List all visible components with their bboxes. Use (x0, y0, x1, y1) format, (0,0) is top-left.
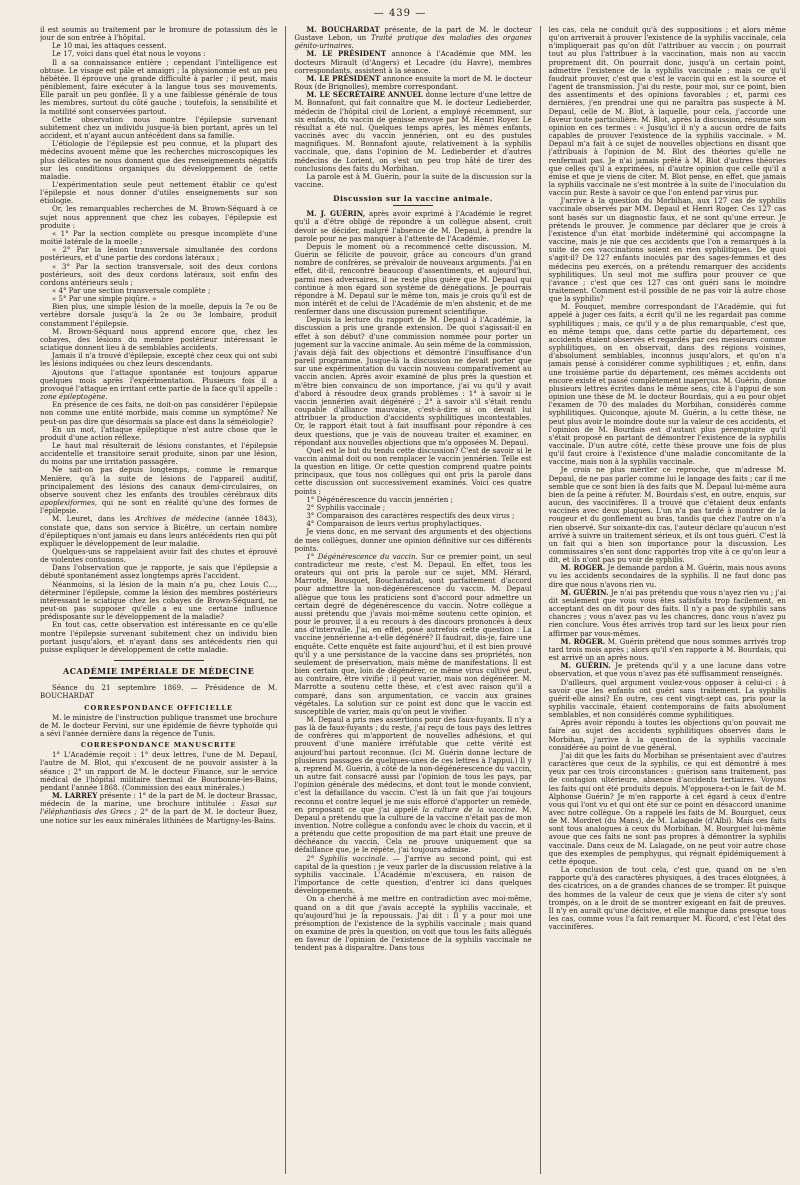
paragraph: Il a sa connaissance entière ; cependant l'intelligence est obtuse. Le visage est pâle et amaigri ; la physionomie est un peu hébétée. Il éprouve une grande difficulté à parler ; il peut, mais péniblement, faire exécuter à la langue tous ses mouvements. Elle paraît un peu gonflée. Il y a une faiblesse générale de tous les membres, surtout du côté gauche ; toutefois, la sensibilité et la motilité sont conservées partout. (40, 57, 278, 116)
paragraph: Le 17, voici dans quel état nous le voyons : (52, 49, 206, 59)
paragraph-text: après avoir exprimé à l'Académie le regret qu'il a d'être obligé de répondre à un collègue absent, croit devoir se décider, malgré l'absence de M. Depaul, à prendre la parole pour ne pas manquer à l'attente de l'Académie. (294, 209, 532, 243)
paragraph (294, 553, 531, 716)
paragraph: D'ailleurs, quel argument voulez-vous opposer à celui-ci : à savoir que les enfants ont guéri sans traitement. La syphilis guérit-elle ainsi? En outre, ces cent vingt-sept cas, pris pour la syphilis vaccinale, étaient contemporains de faits absolument semblables, et non considérés comme syphilitiques. (548, 677, 786, 720)
paragraph: il est soumis au traitement par le bromure de potassium dès le jour de son entrée à l'hôpital. (40, 26, 278, 43)
paragraph: M. Brown-Séquard nous apprend encore que, chez les cobayes, des lésions du membre postérieur intéressant le sciatique donnent lieu à de semblables accidents. (40, 326, 278, 353)
paragraph-text: — J'arrive au second point, qui est capital de la question ; je veux parler de la discussion relative à la syphilis vaccinale. L'Académie m'excusera, en raison de l'importance de cette question, d'entrer ici dans quelques développements. (294, 853, 532, 896)
column-3 (549, 26, 786, 1174)
paragraph-text: M. Leuret, dans les (52, 514, 130, 524)
speaker-name: M. GUÉRIN. (560, 661, 611, 671)
paragraph-text: Sur ce premier point, un seul contradicteur me reste, c'est M. Depaul. En effet, tous les orateurs qui ont pris la parole sur ce sujet, MM. Hérard, Marrotte, Bousquet, Boucharadat, sont parfaitement d'accord pour admettre la non-dégénérescence du vaccin. M. Depaul allègue que tous les praticiens sont d'accord pour admettre un certain degré de dégénérescence du vaccin. Notre collègue a aussi prétendu que j'avais moi-même soutenu cette opinion, et pour le prouver, il a eu recours à des discours prononcés à deux ans d'intervalle. J'ai, en effet, posé autrefois cette question : La vaccine jennérienne a-t-elle dégénéré? Il faudrait, dis-je, faire une enquête. Cette enquête est faite aujourd'hui, et il est bien prouvé qu'il y a une persistance de la vaccine dans ses propriétés, non seulement de préservation, mais même de manifestations. Il est bien certain que, loin de dégénérer, ce même virus cultivé peut, au contraire, être vivifié ; il peut varier, mais non dégénérer. M. Marrotte a soutenu cette thèse, et c'est avec raison qu'il a comparé, dans son argumentation, ce vaccin aux graines végétales. La solution sur ce point est donc que le vaccin est susceptible de varier, mais qu'on peut le vivifier. (294, 551, 532, 716)
divider (393, 205, 433, 206)
speaker-name: M. LE PRÉSIDENT (306, 73, 381, 83)
paragraph (549, 589, 786, 638)
list-item: 1° Dégénérescence du vaccin jennérien ; (306, 494, 453, 504)
paragraph: 1° L'Académie reçoit : 1° deux lettres, l'une de M. Depaul, l'autre de M. Blot, qui s'excusent de ne pouvoir assister à la séance ; 2° un rapport de M. le docteur Finance, sur le service médical de l'hôpital militaire thermal de Bourbonne-les-Bains, pendant l'année 1868. (Commission des eaux minérales.) (40, 750, 278, 792)
paragraph: les cas, cela ne conduit qu'à des suppositions ; et alors même qu'on arriverait à prouver l'existence de la syphilis vaccinale, cela n'impliquerait pas qu'on dût l'attribuer au vaccin ; on pourrait tout au plus l'attribuer à la vaccination, mais non au vaccin proprement dit. On pourrait donc, jusqu'à un certain point, admettre l'existence de la syphilis vaccinale ; mais ce qu'il faudrait prouver, c'est que c'est le vaccin qui en est la source et l'agent de transmission. J'ai du reste, pour moi, sur ce point, bien des assentiments et des opinions favorables ; et, parmi ces dernières, j'en prendrai une qui ne paraîtra pas suspecte à M. Depaul, celle de M. Blot, à laquelle, pour cela, j'accorde une faveur toute particulière. M. Blot, après la discussion, résume son opinion en ces termes : « Jusqu'ici il n'y a aucun ordre de faits capables de prouver l'existence de la syphilis vaccinale. » M. Depaul m'a fait à ce sujet de nouvelles objections en disant que j'attribuais à l'opinion de M. Blot des théories qu'elle ne renfermait pas. Je n'ai jamais prêté à M. Blot d'autres théories que celles qu'il a exprimées, ni d'autre opinion que celle qu'il a émise et que je viens de citer. M. Blot pense, en effet, que jamais la syphilis vaccinale ne s'est montrée à la suite de l'inoculation du vaccin pur. Reste à savoir ce que l'on entend par virus pur. (548, 26, 786, 198)
paragraph: J'arrive à la question du Morbihan, aux 127 cas de syphilis vaccinale observés par MM. Depaul et Henri Roger. Ces 127 cas sont basés sur un diagnostic faux, et ne sont qu'une erreur. Je prétends le prouver. Je commence par déclarer que je crois à l'existence d'un état morbide indéterminé qui accompagne la vaccine, mais je nie que ces accidents que l'on a remarqués à la suite de ces vaccinations soient en rien syphilitiques. De quoi s'agit-il? De 127 enfants inoculés par des sages-femmes et des médecins peu exercés, on a prétendu remarquer des accidents syphilitiques. Un seul mot me suffira pour prouver ce que j'avance ; c'est que ces 127 cas ont guéri sans le moindre traitement. Comment est-il possible de ne pas voir là autre chose que la syphilis? (548, 196, 786, 304)
paragraph (40, 515, 277, 548)
italic-term: la culture de la vaccine. (422, 804, 518, 814)
paragraph: Le 10 mai, les attaques cessent. (52, 41, 167, 51)
column-2 (294, 26, 531, 1174)
paragraph-text: 2° de la part de M. le docteur Buez, une notice sur les eaux minérales lithinées de Martigny-les-Bains. (40, 807, 278, 825)
paragraph-text: qui ne sont en réalité qu'une des formes de l'épilepsie. (40, 498, 278, 516)
paragraph: On a cherché à me mettre en contradiction avec moi-même, quand on a dit que j'avais accepté la syphilis vaccinale, et qu'aujourd'hui je la repoussais. J'ai dit : Il y a pour moi une présomption de l'existence de la syphilis vaccinale ; mais quand on examine de près la question, on voit que tous les faits allégués en faveur de l'opinion de l'existence de la syphilis vaccinale ne tendent pas à disparaître. Dans tous (294, 894, 532, 953)
paragraph (294, 75, 531, 91)
paragraph: En tout cas, cette observation est intéressante en ce qu'elle montre l'épilepsie survenant subitement chez un individu bien portant jusqu'alors, et n'ayant dans ses antécédents rien qui puisse expliquer le développement de cette maladie. (40, 620, 278, 654)
paragraph: L'étiologie de l'épilepsie est peu connue, et la plupart des médecins avouent même que les recherches microscopiques les plus délicates ne nous donnent que des renseignements négatifs sur les conditions organiques du développement de cette maladie. (40, 139, 278, 181)
text-columns (40, 26, 786, 1174)
paragraph: Après avoir répondu à toutes les objections qu'on pouvait me faire au sujet des accidents syphilitiques observés dans le Morbihan, j'arrive à la question de la syphilis vaccinale considérée au point de vue général. (548, 718, 786, 752)
italic-term: 1° Dégénérescence du vaccin. (306, 551, 418, 561)
paragraph-text: (année 1843), constate que, dans son service à Bicêtre, un certain nombre d'épileptiques n'ont jamais eu dans leurs antécédents rien qui pût expliquer le développement de leur maladie. (40, 514, 278, 548)
paragraph: Or, les remarquables recherches de M. Brown-Séquard à ce sujet nous apprennent que chez les cobayes, l'épilepsie est produite : (40, 204, 278, 230)
paragraph-text: M. Depaul a pris mes assertions pour des faux-fuyants. Il n'y a pas là de faux-fuyants ; du reste, j'ai reçu de tous pays des lettres de confrères qui m'apportent de nouvelles adhésions, et qui prouvent d'une manière irréfutable que cette vérité est aujourd'hui partout reconnue. (Ici M. Guérin donne lecture de plusieurs passages de quelques-unes de ces lettres à l'appui.) Il y a, reprend M. Guérin, à côté de la non-dégénérescence du vaccin, un autre fait consacré aussi par l'opinion de tous les pays, par l'opinion générale des médecins, et dont tout le monde convient, c'est la défaillance du vaccin. C'est là un fait que j'ai toujours reconnu et contre lequel je me suis efforcé d'apporter un remède, en proposant ce que j'ai appelé (294, 714, 532, 814)
paragraph: Jamais il n'a trouvé d'épilepsie, excepté chez ceux qui ont subi les lésions indiquées ou chez leurs descendants. (40, 351, 278, 369)
paragraph (549, 564, 786, 588)
paragraph: J'ai dit que les faits du Morbihan se présentaient avec d'autres caractères que ceux de la syphilis, ce qui est démontré à mes yeux par ces trois circonstances : guérison sans traitement, pas de contagion ultérieure, absence d'accidents tertiaires. Voyons les faits qui ont été produits depuis. M'opposera-t-on le fait de M. Alphonse Guérin? Je m'en rapporte à cet égard à ceux d'entre vous qui l'ont vu et qui ont été sur ce point en désaccord unanime avec notre collègue. On a rappelé les faits de M. Bourguet, ceux de M. Mordret (du Mans), de M. Lalagade (d'Albi). Mais ces faits sont tous analogues à ceux du Morbihan. M. Bourguet lui-même avoue que ces faits ne sont pas propres à démontrer la syphilis vaccinale. Dans ceux de M. Lalagade, on ne peut voir autre chose que des exemples de pemphygus, qui régnait épidémiquement à cette époque. (548, 750, 786, 866)
paragraph: Depuis la lecture du rapport de M. Depaul à l'Académie, la discussion a pris une grande extension. De quoi s'agissait-il en effet à son début? d'une commission nommée pour porter un jugement sur la vaccine animale. Au sein même de la commission, j'avais déjà fait des objections et démontré l'insuffisance d'un pareil programme. Jusque-là la discussion ne devait porter que sur une expérimentation du vaccin nouveau comparativement au vaccin ancien. Après avoir examiné de plus près la question et m'être bien convaincu de son importance, j'ai vu qu'il y avait d'abord à résoudre deux grands problèmes : 1° à savoir si le vaccin jennérien avait dégénéré ; 2° à savoir s'il s'était rendu coupable d'alliance mauvaise, c'est-à-dire si on devait lui attribuer la production d'accidents syphilitiques incontestables. Or, le rapport était tout à fait insuffisant pour répondre à ces deux questions, que je vais de nouveau traiter et examiner, en répondant aux nouvelles objections que m'a opposées M. Depaul. (294, 315, 532, 447)
paragraph-text: M. Guérin prétend que nous sommes arrivés trop tard trois mois après ; alors qu'il s'en rapporte à M. Bourdais, qui est arrivé un an après nous. (548, 636, 786, 663)
paragraph (40, 369, 277, 402)
speaker-name: M. ROGER. (560, 563, 606, 573)
column-rule (540, 26, 541, 1174)
list-item: « 5° Par une simple piqûre. » (52, 294, 157, 304)
section-title: Discussion sur la vaccine animale. (333, 194, 493, 204)
speaker-name: M. LARREY (52, 791, 98, 801)
paragraph-text: Ne sait-on pas depuis longtemps, comme le remarque Menière, qu'à la suite de lésions de l'appareil auditif, principalement des lésions des canaux demi-circulaires, on observe souvent chez les enfants des troubles cérébraux dits (40, 465, 278, 499)
paragraph: Néanmoins, si la lésion de la main n'a pu, chez Louis C..., déterminer l'épilepsie, comme la lésion des membres postérieurs intéressant le sciatique chez les cobayes de Brown-Séquard, ne peut-on pas supposer qu'elle a eu une certaine influence prédisposante sur le développement de la maladie? (40, 579, 278, 622)
divider (114, 660, 204, 661)
italic-term: 2° Syphilis vaccinale. (306, 853, 389, 863)
subheading: CORRESPONDANCE MANUSCRITE (80, 741, 237, 750)
italic-term: Traité pratique des maladies des organes génito-urinaires. (294, 33, 532, 51)
paragraph (40, 466, 277, 515)
column-rule (285, 26, 286, 1174)
list-item: 4° Comparaison de leurs vertus prophylactiques. (306, 519, 482, 529)
speaker-name: M. LE PRÉSIDENT (306, 49, 387, 59)
speaker-name: M. ROGER. (560, 636, 606, 646)
paragraph: Je crois ne plus mériter ce reproche, que m'adresse M. Depaul, de ne pas parler comme lui le langage des faits ; car il me semble que ce sont bien là des faits que M. Depaul lui-même aura bien de la peine à réfuter. M. Bourdais s'est, en outre, enquis, sur aucun, des vaccinifères. Il a trouvé que c'étaient deux enfants vaccinés avec deux plaques. L'un n'a pas tardé à montrer de la rougeur et du gonflement au bras, tandis que chez l'autre on n'a rien observé. Sur soixante-dix cas, l'auteur déclare qu'aucun n'est arrivé à suivre un traitement sérieux, et ils ont tous guéri. C'est là un fait qui a bien son importance pour la discussion. Les commissaires s'en sont donc rapportés trop vite à ce qu'on leur a dit, et ils n'ont pas pu voir de syphilis. (548, 465, 786, 565)
page-number: — 439 — (373, 8, 427, 19)
paragraph-text: présente, de la part de M. le docteur Gustave Lebon, un (294, 26, 532, 43)
divider (89, 677, 229, 679)
paragraph-text: donne lecture d'une lettre de M. Bonnafont, qui fait connaître que M. le docteur Ledieberder, médecin de l'hôpital civil de Lorient, a employé récemment, sur six enfants, du vaccin de génisse envoyé par M. Henri Royer. Le résultat a été nul. Quelques temps après, les mêmes enfants, vaccinés avec du vaccin jennérien, ont eu des pustules magnifiques. M. Bonnafont ajoute, relativement à la syphilis vaccinale, que, dans l'opinion de M. Ledieberder et d'autres médecins de Lorient, on s'est un peu trop hâté de tirer des conclusions des faits du Morbihan. (294, 90, 532, 173)
paragraph: Cette observation nous montre l'épilepsie survenant subitement chez un individu jusque-là bien portant, après un tel accident, et n'ayant aucun antécédent dans sa famille. (40, 114, 278, 141)
speaker-name: M. J. GUÉRIN, (306, 209, 366, 219)
paragraph: La conclusion de tout cela, c'est que, quand on ne s'en rapporte qu'à des caractères physiques, à des traces éloignées, à des cicatrices, on a de grandes chances de se tromper. Et puisque des hommes de la valeur de ceux que je viens de citer s'y sont trompés, on a le droit de se montrer exigeant en fait de preuves. Il n'y en aurait qu'une décisive, et elle manque dans presque tous les cas, comme vous l'a fait remarquer M. Ricord, c'est l'état des vaccinifères. (548, 865, 786, 932)
paragraph (294, 855, 531, 896)
speaker-name: M. GUÉRIN. (560, 587, 609, 597)
list-item: « 4° Par une section transversale complète ; (52, 286, 211, 295)
paragraph: M. Fouquet, membre correspondant de l'Académie, qui fut appelé à juger ces faits, a écrit qu'il ne les regardait pas comme syphilitiques ; mais, ce qu'il y a de plus remarquable, c'est que, en même temps que, dans cette partie du département, ces accidents étaient observés et regardés par ces messieurs comme syphilitiques, on en observait, dans des régions voisines, d'absolument semblables, inconnus jusqu'alors, et qu'on n'a jamais pensé à considérer comme syphilitiques ; et, enfin, dans une troisième partie du département, ces mêmes accidents ont encore existé et passé complètement inaperçus. M. Guérin, donne plusieurs lettres écrites dans le même sens, cite à l'appui de son opinion une thèse de M. le docteur Bourdais, qui a eu pour objet l'examen de 70 des malades du Morbihan, considérés comme syphilitiques. Quiconque, ajoute M. Guérin, a lu cette thèse, ne peut plus avoir le moindre doute sur la valeur de ces accidents, et l'opinion de M. Bourdais est d'autant plus péremptoire qu'il s'était proposé en partant de démontrer l'existence de la syphilis vaccinale. D'un autre côté, cette thèse prouve une fois de plus qu'il faut croire à l'existence d'une maladie concomitante de la vaccine, mais non à la syphilis vaccinale. (548, 302, 786, 467)
paragraph-text: annonce ensuite la mort de M. le docteur Roux (de Brignolles), membre correspondant. (294, 73, 532, 92)
paragraph: Le haut mal résulterait de lésions constantes, et l'épilepsie accidentelle et transitoire serait produite, sinon par une lésion, du moins par une irritation passagère. (40, 440, 278, 467)
paragraph: En un mot, l'attaque épileptique n'est autre chose que le produit d'une action réflexe. (40, 424, 278, 442)
section-title: ACADÉMIE IMPÉRIALE DE MÉDECINE (62, 666, 255, 677)
list-item: « 1° Par la section complète ou presque incomplète d'une moitié latérale de la moelle ; (40, 228, 278, 247)
paragraph: En présence de ces faits, ne doit-on pas considérer l'épilepsie non comme une entité morbide, mais comme un symptôme? Ne peut-on pas dire que désormais sa place est dans la séméiologie? (40, 400, 278, 426)
list-item: 2° Syphilis vaccinale ; (306, 502, 386, 512)
list-item: « 3° Par la section transversale, soit des deux cordons postérieurs, soit des deux cordons latéraux, soit enfin des cordons antérieurs seuls ; (40, 261, 278, 287)
italic-term: Archives de médecine (135, 514, 220, 524)
paragraph: La parole est à M. Guérin, pour la suite de la discussion sur la vaccine. (294, 171, 532, 189)
paragraph: Depuis le moment où a recommencé cette discussion, M. Guérin se félicite de pouvoir, grâce au concours d'un grand nombre de confrères, se prévaloir de nouveaux arguments. J'ai en effet, dit-il, rencontré beaucoup d'assentiments, et aujourd'hui, parmi mes adversaires, il ne reste plus guère que M. Depaul qui continue à mon égard son système de dénégations. Je pourrais répondre à M. Depaul sur le même ton, mais je crois qu'il est de mon intérêt et de celui de l'Académie de m'en abstenir, et de me renfermer dans une discussion purement scientifique. (294, 241, 532, 317)
paragraph-text: Je demande pardon à M. Guérin, mais nous avons vu les accidents secondaires de la syphilis. Il ne faut donc pas dire que nous n'avons rien vu. (548, 563, 786, 589)
list-item: « 2° Par la lésion transversale simultanée des cordons postérieurs, et d'une partie des cordons latéraux ; (40, 245, 278, 263)
list-item: 3° Comparaison des caractères respectifs des deux virus ; (306, 511, 515, 521)
paragraph (40, 792, 277, 825)
paragraph-text: M. Depaul a prétendu que la culture de la vaccine n'était pas de mon invention. Notre collègue a confondu avec le choix du vaccin, et il a prétendu que cette proposition de ma part était une preuve de déchéance du vaccin. Cela ne prouve uniquement que sa défaillance que, je le répète, j'ai toujours admise. (294, 804, 532, 855)
paragraph (549, 662, 786, 678)
session-line: Séance du 21 septembre 1869. — Présidence de M. BOUCHARDAT (40, 683, 278, 701)
paragraph: Quel est le but du tendu cette discussion? C'est de savoir si le vaccin animal doit ou non remplacer le vaccin jennérien. Telle est la question en litige. Or cette question comprend quatre points principaux, que tous nos collègues qui ont pris la parole dans cette discussion ont successivement examinés. Voici ces quatre points : (294, 445, 532, 496)
paragraph: Quelques-uns se rappelaient avoir fait des chutes et éprouvé de violentes contusions. (40, 547, 278, 565)
paragraph (294, 716, 531, 855)
paragraph (549, 638, 786, 662)
paragraph: Bien plus, une simple lésion de la moelle, depuis la 7e ou 8e vertèbre dorsale jusqu'à la 2e ou 3e lombaire, produit constamment l'épilepsie. (40, 302, 278, 328)
paragraph-text: annonce à l'Académie que MM. les docteurs Mirault (d'Angers) et Lecadre (du Havre), membres correspondants, assistent à la séance. (294, 49, 532, 75)
paragraph (294, 50, 531, 74)
paragraph (294, 210, 531, 243)
italic-term: apoplexiformes, (40, 498, 98, 508)
paragraph-text: Je n'ai pas prétendu que vous n'ayez rien vu ; j'ai dit seulement que vous vous êtes satisfaits trop facilement, en acceptant des on dit pour des faits. Il n'y a pas de syphilis sans chancres ; vous n'avez pas vu les chancres, donc vous n'avez pu rien conclure. Vous êtes arrivés trop tard sur les lieux pour rien affirmer par vous-mêmes. (548, 587, 786, 638)
subheading: CORRESPONDANCE OFFICIELLE (84, 703, 234, 712)
paragraph: L'expérimentation seule peut nettement établir ce qu'est l'épilepsie et nous donner d'utiles enseignements sur son étiologie. (40, 179, 278, 206)
column-1 (40, 26, 277, 1174)
paragraph-text: présente : 1° de la part de M. le docteur Brassac, médecin de la marine, une brochure intitulée : (40, 791, 278, 809)
paragraph: Je viens donc, en me servant des arguments et des objections de mes collègues, donner une opinion définitive sur ces différents points. (294, 527, 532, 553)
speaker-name: M. BOUCHARDAT (306, 26, 380, 34)
italic-term: Essai sur l'éléphantiasis des Grecs ; (40, 799, 278, 817)
speaker-name: M. LE SECRÉTAIRE ANNUEL (306, 90, 423, 100)
italic-term: zone épileptogène. (40, 392, 108, 402)
paragraph: M. le ministre de l'instruction publique transmet une brochure de M. le docteur Fervini, sur une épidémie de fièvre typhoïde qui a sévi l'année dernière dans la régence de Tunis. (40, 712, 278, 738)
paragraph: Dans l'observation que je rapporte, je sais que l'épilepsie a débuté spontanément assez longtemps après l'accident. (40, 563, 278, 581)
paragraph-text: Je prétends qu'il y a une lacune dans votre observation, et que vous n'avez pas été suffisamment renseignés. (548, 661, 786, 679)
paragraph-text: Ajoutons que l'attaque spontanée est toujours apparue quelques mois après l'expérimentation. Plusieurs fois il a provoqué l'attaque en irritant cette partie de la face qu'il appelle : (40, 367, 278, 393)
paragraph (294, 26, 531, 50)
paragraph (294, 91, 531, 173)
